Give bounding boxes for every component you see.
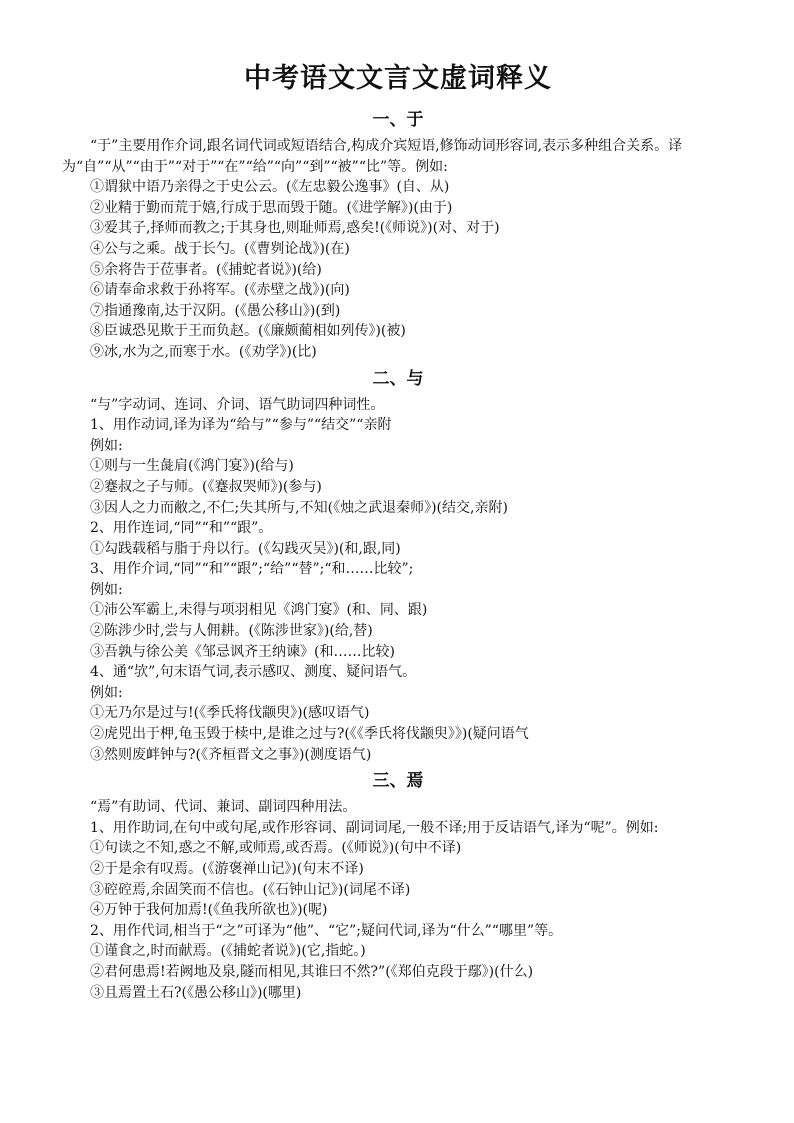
example-label: 例如: — [90, 684, 123, 701]
usage-line: 1、用作助词,在句中或句尾,或作形容词、副词词尾,一般不译;用于反诘语气,译为“呢”。例如: — [90, 819, 659, 836]
example-line: ②业精于勤而荒于嬉,行成于思而毁于随。(《进学解》)(由于) — [90, 199, 453, 216]
section-intro: “焉”有助词、代词、兼词、副词四种用法。 — [90, 799, 357, 816]
example-line: ④万钟于我何加焉!(《鱼我所欲也》)(呢) — [90, 902, 328, 919]
usage-line: 1、用作动词,译为译为“给与”“参与”“结交”“亲附 — [90, 417, 392, 434]
usage-line: 3、用作介词,“同”“和”“跟”;“给”“替”;“和……比较”; — [90, 561, 414, 578]
section-heading: 二、与 — [372, 368, 424, 389]
example-line: ②陈涉少时,尝与人佣耕。(《陈涉世家》)(给,替) — [90, 623, 373, 640]
section-yu-and — [62, 367, 734, 766]
example-line: ①沛公军霸上,未得与项羽相见《鸿门宴》(和、同、跟) — [90, 602, 428, 619]
usage-line: 4、通“欤”,句末语气词,表示感叹、测度、疑问语气。 — [90, 664, 417, 681]
example-line: ①句读之不知,惑之不解,或师焉,或否焉。(《师说》)(句中不译) — [90, 840, 462, 857]
example-line: ③爱其子,择师而教之;于其身也,则耻师焉,惑矣!(《师说》)(对、对于) — [90, 220, 500, 237]
example-line: ③然则废衅钟与?(《齐桓晋文之事》)(测度语气) — [90, 746, 372, 763]
document-title: 中考语文文言文虚词释义 — [244, 63, 552, 94]
example-line: ②蹇叔之子与师。(《蹇叔哭师》)(参与) — [90, 478, 322, 495]
example-line: ②君何患焉!若阙地及泉,隧而相见,其谁曰不然?”(《郑伯克段于鄢》)(什么) — [90, 963, 534, 980]
example-line: ⑤余将告于莅事者。(《捕蛇者说》)(给) — [90, 261, 322, 278]
section-intro: “与”字动词、连词、介词、语气助词四种词性。 — [90, 396, 385, 413]
section-yan — [62, 769, 734, 1003]
example-line: ③因人之力而敝之,不仁;失其所与,不知(《烛之武退秦师》)(结交,亲附) — [90, 499, 508, 516]
example-line: ⑨冰,水为之,而寒于水。(《劝学》)(比) — [90, 343, 317, 360]
example-line: ⑥请奉命求救于孙将军。(《赤壁之战》)(向) — [90, 282, 350, 299]
section-heading: 三、焉 — [372, 771, 424, 792]
example-line: ①勾践载稻与脂于舟以行。(《勾践灭吴》)(和,跟,同) — [90, 540, 401, 557]
example-line: ①谨食之,时而献焉。(《捕蛇者说》)(它,指蛇。) — [90, 943, 366, 960]
example-line: ④公与之乘。战于长勺。(《曹刿论战》)(在) — [90, 240, 350, 257]
example-line: ①谓狱中语乃亲得之于史公云。(《左忠毅公逸事》(自、从) — [90, 179, 450, 196]
section-heading: 一、于 — [372, 110, 424, 130]
example-label: 例如: — [90, 437, 123, 454]
example-line: ⑦指通豫南,达于汉阴。(《愚公移山》)(到) — [90, 302, 341, 319]
section-intro: “于”主要用作介词,跟名词代词或短语结合,构成介宾短语,修饰动词形容词,表示多种组合关系。译为“自”“从”“由于”“对于”“在”“给”“向”“到”“被”“比”等。例如: — [62, 138, 683, 175]
example-line: ③硿硿焉,余固笑而不信也。(《石钟山记》)(词尾不译) — [90, 881, 411, 898]
section-yu — [62, 108, 734, 363]
example-line: ②于是余有叹焉。(《游褒禅山记》)(句末不译) — [90, 861, 364, 877]
example-line: ①无乃尔是过与!(《季氏将伐颛臾》)(感叹语气) — [90, 705, 370, 722]
example-line: ⑧臣诚恐见欺于王而负赵。(《廉颇蔺相如列传》)(被) — [90, 323, 406, 340]
example-line: ③吾孰与徐公美《邹忌讽齐王纳谏》(和……比较) — [90, 643, 395, 660]
usage-line: 2、用作代词,相当于“之”可译为“他”、“它”;疑问代词,译为“什么”“哪里”等。 — [90, 922, 563, 939]
example-line: ②虎兕出于柙,龟玉毁于椟中,是谁之过与?(《《季氏将伐颛臾》》)(疑问语气 — [90, 726, 529, 743]
usage-line: 2、用作连词,“同”“和”“跟”。 — [90, 520, 273, 537]
example-line: ①则与一生彘肩(《鸿门宴》)(给与) — [90, 458, 294, 475]
example-line: ③且焉置土石?(《愚公移山》)(哪里) — [90, 984, 302, 1001]
example-label: 例如: — [90, 581, 123, 598]
